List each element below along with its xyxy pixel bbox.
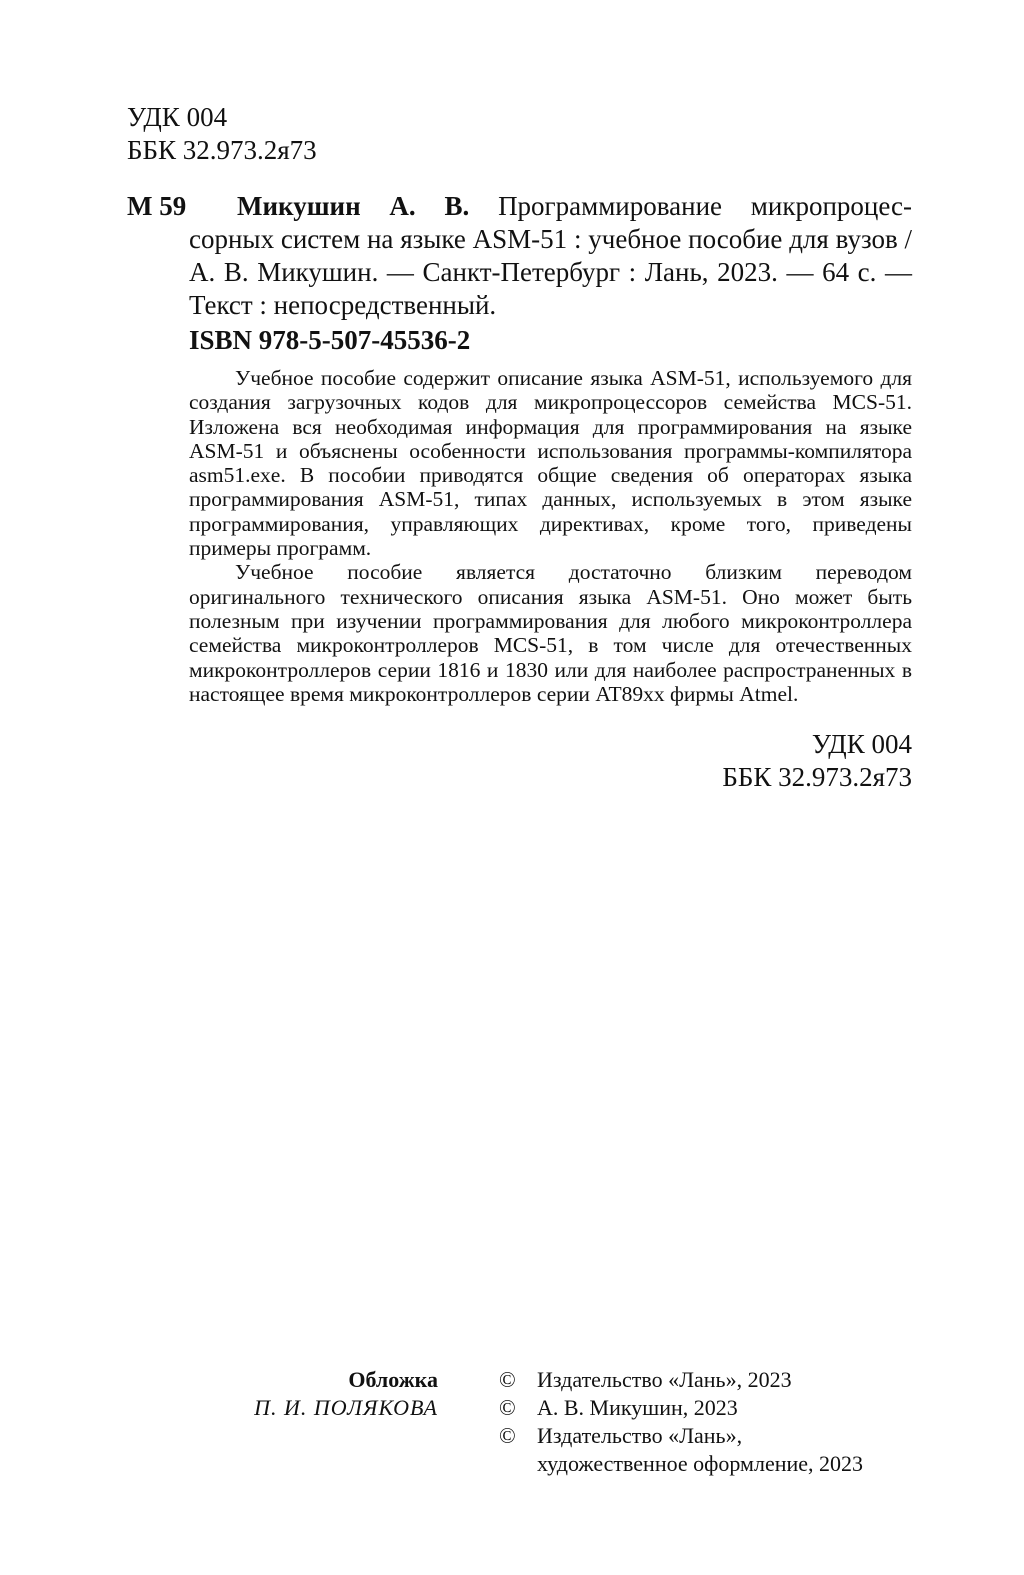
annotation [189, 366, 912, 706]
copyright-icon: © [499, 1367, 516, 1392]
classification-codes-bottom [722, 728, 912, 794]
bibliographic-description [189, 190, 912, 322]
udk-code: УДК 004 [811, 729, 912, 759]
annotation-paragraph: Учебное пособие содержит описание языка ASM-51, используемого для создания загрузочных кодов для микропроцессоров семейства MCS-51. Изложена вся необходимая информация для программирования на языке ASM-51 и объяснены особенности использования программы-компилятора asm51.exe. В пособии приводятся общие сведения об операторах языка программирования ASM-51, типах данных, используемых в этом языке программирования, управляющих директивах, кроме того, приведены примеры программ. [189, 366, 912, 561]
copyright-text: А. В. Микушин, 2023 [537, 1395, 738, 1420]
title-rest: сорных систем на языке ASM-51 : учебное пособие для вузов / А. В. Микушин. — Санкт-Петербург : Лань, 2023. — 64 с. — Текст : непосредственный. [189, 224, 912, 320]
cover-credit [254, 1366, 438, 1422]
copyright-text-continued: художественное оформление, 2023 [537, 1451, 864, 1476]
copyright-text: Издательство «Лань», [537, 1423, 743, 1448]
author-name: Микушин А. В. [237, 191, 470, 221]
annotation-paragraph: Учебное пособие является достаточно близким переводом оригинального технического описания языка ASM-51. Оно может быть полезным при изучении программирования для любого микроконтроллера семейства микроконтроллеров MCS-51, в том числе для отечественных микроконтроллеров серии 1816 и 1830 или для наиболее распространенных в настоящее время микроконтроллеров серии AT89xx фирмы Atmel. [189, 560, 912, 706]
classification-codes-top [127, 101, 317, 167]
cover-label: Обложка [348, 1367, 438, 1392]
udk-code: УДК 004 [127, 102, 228, 132]
copyright-block [499, 1366, 863, 1478]
title-line1: Программирование микропроцес- [498, 191, 912, 221]
cover-designer: П. И. ПОЛЯКОВА [254, 1395, 438, 1420]
copyright-line [499, 1394, 863, 1422]
author-mark: М 59 [127, 191, 187, 221]
bbk-code: ББК 32.973.2я73 [127, 135, 317, 165]
isbn: ISBN 978-5-507-45536-2 [189, 325, 471, 355]
bbk-code: ББК 32.973.2я73 [722, 762, 912, 792]
copyright-text: Издательство «Лань», 2023 [537, 1367, 792, 1392]
copyright-icon: © [499, 1423, 516, 1448]
bibliographic-entry [127, 190, 912, 322]
copyright-line [499, 1422, 863, 1450]
copyright-icon: © [499, 1395, 516, 1420]
copyright-line [499, 1366, 863, 1394]
